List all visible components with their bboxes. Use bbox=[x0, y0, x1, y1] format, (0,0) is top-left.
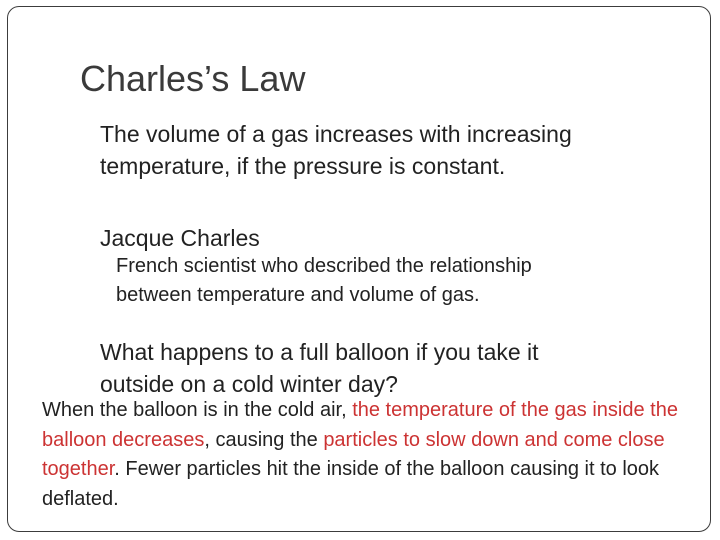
bullet-balloon-question bbox=[80, 336, 640, 400]
bullet-text-line1: What happens to a full balloon if you take it bbox=[100, 339, 539, 365]
slide-title: Charles’s Law bbox=[80, 58, 306, 99]
answer-highlight-temperature: the temperature of the gas inside the balloon decreases bbox=[42, 399, 678, 451]
sub-bullet-french-scientist: French scientist who described the relationship between temperature and volume of gas. bbox=[116, 255, 532, 306]
bullet-text-line1: The volume of a gas increases with increasing bbox=[100, 121, 572, 147]
answer-text: When the balloon is in the cold air, bbox=[42, 399, 353, 421]
bullet-text-line2: outside on a cold winter day? bbox=[100, 371, 398, 397]
bullet-text-line1: Jacque Charles bbox=[100, 225, 260, 251]
bullet-volume-temperature bbox=[80, 118, 680, 182]
answer-text: . Fewer particles hit the inside of the balloon causing it to look deflated. bbox=[42, 458, 660, 510]
bullet-text-line2: temperature, if the pressure is constant. bbox=[100, 153, 506, 179]
answer-paragraph bbox=[42, 396, 682, 514]
answer-highlight-particles: particles to slow down and come close together bbox=[42, 428, 665, 480]
answer-text: , causing the bbox=[204, 428, 324, 451]
bullet-jacque-charles bbox=[80, 222, 680, 254]
